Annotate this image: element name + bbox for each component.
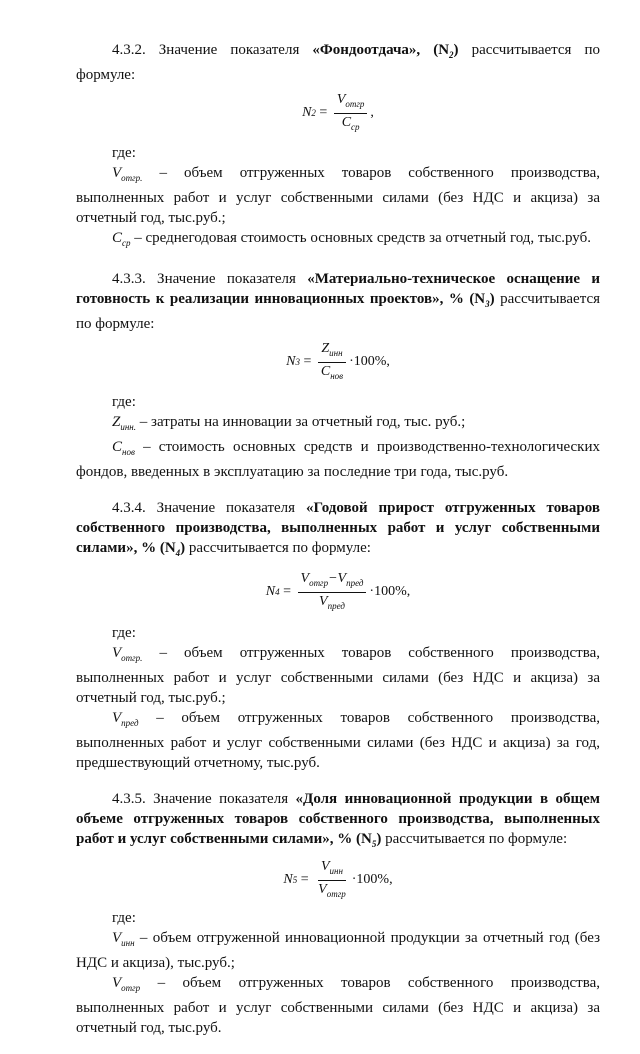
definition (76, 163, 600, 228)
heading-prefix: 4.3.3. Значение показателя (112, 271, 308, 287)
formula-multiplier: ·100% (369, 584, 407, 599)
def-symbol: V (112, 930, 122, 946)
formula-multiplier: ·100% (349, 354, 387, 369)
num-index: инн (329, 347, 343, 358)
symbol-letter: % (N (443, 291, 486, 307)
def-text: – затраты на инновации за отчетный год, тыс. руб.; (136, 414, 466, 430)
where-label: где: (112, 145, 136, 161)
indicator-name: «Материально-техническое оснащение и готовность к реализации инновационных проектов», (76, 271, 600, 307)
section-4-3-5 (76, 789, 600, 1038)
formula-lhs-index: 2 (311, 108, 316, 118)
formula-lhs: N (286, 354, 296, 369)
formula-lhs: N (283, 872, 293, 887)
document-page (76, 40, 600, 1054)
formula-multiplier: ·100% (351, 872, 390, 887)
symbol-letter: % (N (333, 831, 372, 847)
heading-prefix: 4.3.2. Значение показателя (112, 42, 313, 58)
fraction-numerator (318, 341, 345, 363)
formula-lhs-index: 5 (292, 875, 298, 885)
symbol-close: ) (453, 42, 459, 58)
definition (76, 412, 600, 437)
def-symbol: V (112, 165, 122, 181)
definition (76, 228, 600, 253)
definition (76, 708, 600, 773)
heading-prefix: 4.3.5. Значение показателя (112, 791, 296, 807)
fraction-denominator (316, 593, 348, 614)
equals-sign: = (279, 584, 295, 599)
symbol-index: 2 (449, 50, 454, 60)
heading-suffix: рассчитывается по формуле: (381, 831, 568, 847)
def-symbol: C (112, 230, 123, 246)
indicator-name: «Доля инновационной продукции в общем объеме отгруженных товаров собственного производства, выполненных работ и услуг собственными силами», (76, 791, 600, 847)
formula-lhs: N (265, 584, 276, 599)
symbol-index: 3 (485, 299, 490, 309)
def-text: – стоимость основных средств и производственно-технологических фондов, введенных в эксплуатацию за последние три года, тыс.руб. (76, 439, 600, 480)
section-heading (76, 40, 600, 85)
def-text: – объем отгруженной инновационной продукции за отчетный год (без НДС и акциза), тыс.руб.; (76, 930, 600, 971)
definition (76, 928, 600, 973)
indicator-name: «Фондоотдача», (312, 42, 421, 58)
section-4-3-2 (76, 40, 600, 253)
symbol-close: ) (489, 291, 495, 307)
indicator-symbol (137, 540, 185, 556)
indicator-name: «Годовой прирост отгруженных товаров собственного производства, выполненных работ и услуг собственными силами», (76, 500, 600, 556)
formula-comma: , (386, 354, 390, 369)
formula-lhs-index: 4 (275, 587, 280, 597)
fraction-numerator (318, 859, 346, 881)
equals-sign: = (299, 354, 315, 369)
formula (76, 338, 600, 386)
num-minus-index: пред (346, 577, 364, 588)
section-4-3-4 (76, 498, 600, 773)
where-label: где: (112, 394, 136, 410)
definition (76, 437, 600, 482)
where-label: где: (112, 910, 136, 926)
section-heading (76, 789, 600, 854)
num-index: отгр (345, 98, 365, 109)
heading-suffix: рассчитывается по формуле: (76, 42, 600, 83)
definition (76, 973, 600, 1038)
den-symbol: V (318, 881, 327, 897)
symbol-index: 5 (371, 839, 377, 849)
den-symbol: C (341, 114, 352, 130)
formula-fraction (315, 859, 349, 902)
def-symbol: V (112, 975, 122, 991)
formula-fraction (334, 92, 368, 135)
fraction-denominator (339, 114, 363, 135)
num-index: инн (329, 865, 343, 876)
def-text: – объем отгруженных товаров собственного производства, выполненных работ и услуг собственными силами (без НДС и акциза) за год, предшествующий отчетному, тыс.руб. (76, 710, 600, 771)
num-symbol: V (300, 570, 310, 586)
def-symbol-index: инн (121, 938, 135, 948)
formula (76, 89, 600, 137)
indicator-symbol (334, 831, 382, 847)
den-symbol: C (320, 363, 331, 379)
den-index: нов (330, 370, 344, 381)
def-text: – среднегодовая стоимость основных средств за отчетный год, тыс.руб. (130, 230, 591, 246)
indicator-symbol (443, 291, 494, 307)
heading-prefix: 4.3.4. Значение показателя (112, 500, 306, 516)
where-label: где: (112, 625, 136, 641)
def-symbol-index: инн. (120, 422, 137, 432)
heading-suffix: рассчитывается по формуле: (76, 291, 600, 332)
fraction-denominator (318, 363, 346, 384)
den-index: ср (351, 121, 360, 132)
section-heading (76, 498, 600, 563)
formula-comma: , (406, 584, 411, 599)
symbol-index: 4 (175, 548, 181, 558)
symbol-letter: % (N (137, 540, 176, 556)
fraction-denominator (315, 881, 349, 902)
equals-sign: = (297, 872, 313, 887)
num-symbol: V (336, 91, 346, 107)
def-symbol-index: ср (122, 238, 131, 248)
den-symbol: V (319, 593, 328, 609)
def-text: – объем отгруженных товаров собственного производства, выполненных работ и услуг собственными силами (без НДС и акциза) за отчетный год, тыс.руб. (76, 975, 600, 1036)
fraction-numerator (298, 571, 367, 593)
def-symbol: V (112, 645, 122, 661)
heading-suffix: рассчитывается по формуле: (185, 540, 371, 556)
formula-comma: , (389, 872, 393, 887)
def-text: – объем отгруженных товаров собственного производства, выполненных работ и услуг собственными силами (без НДС и акциза) за отчетный год, тыс.руб.; (76, 165, 600, 226)
fraction-numerator (334, 92, 368, 114)
def-symbol-index: пред (121, 718, 139, 728)
formula-lhs: N (302, 105, 312, 120)
num-minus-symbol: −V (328, 570, 347, 586)
def-symbol: Z (112, 414, 121, 430)
formula (76, 567, 600, 617)
section-heading (76, 269, 600, 334)
den-index: отгр (326, 888, 346, 899)
symbol-letter: (N (433, 42, 450, 58)
section-4-3-3 (76, 269, 600, 482)
equals-sign: = (315, 105, 331, 120)
def-text: – объем отгруженных товаров собственного производства, выполненных работ и услуг собственными силами (без НДС и акциза) за отчетный год, тыс.руб.; (76, 645, 600, 706)
def-symbol: V (112, 710, 122, 726)
def-symbol-index: отгр (121, 983, 141, 993)
indicator-symbol (433, 42, 458, 58)
definition (76, 643, 600, 708)
formula-fraction (318, 341, 346, 384)
def-symbol: C (112, 439, 123, 455)
symbol-close: ) (180, 540, 186, 556)
symbol-close: ) (376, 831, 382, 847)
def-symbol-index: отгр. (121, 653, 143, 663)
formula (76, 858, 600, 902)
def-symbol-index: отгр. (121, 173, 143, 183)
num-symbol: Z (321, 340, 330, 356)
den-index: пред (327, 600, 345, 611)
formula-comma: , (370, 105, 374, 120)
formula-lhs-index: 3 (295, 357, 300, 367)
num-index: отгр (309, 577, 329, 588)
num-symbol: V (320, 858, 330, 874)
formula-fraction (298, 571, 367, 614)
def-symbol-index: нов (122, 447, 135, 457)
